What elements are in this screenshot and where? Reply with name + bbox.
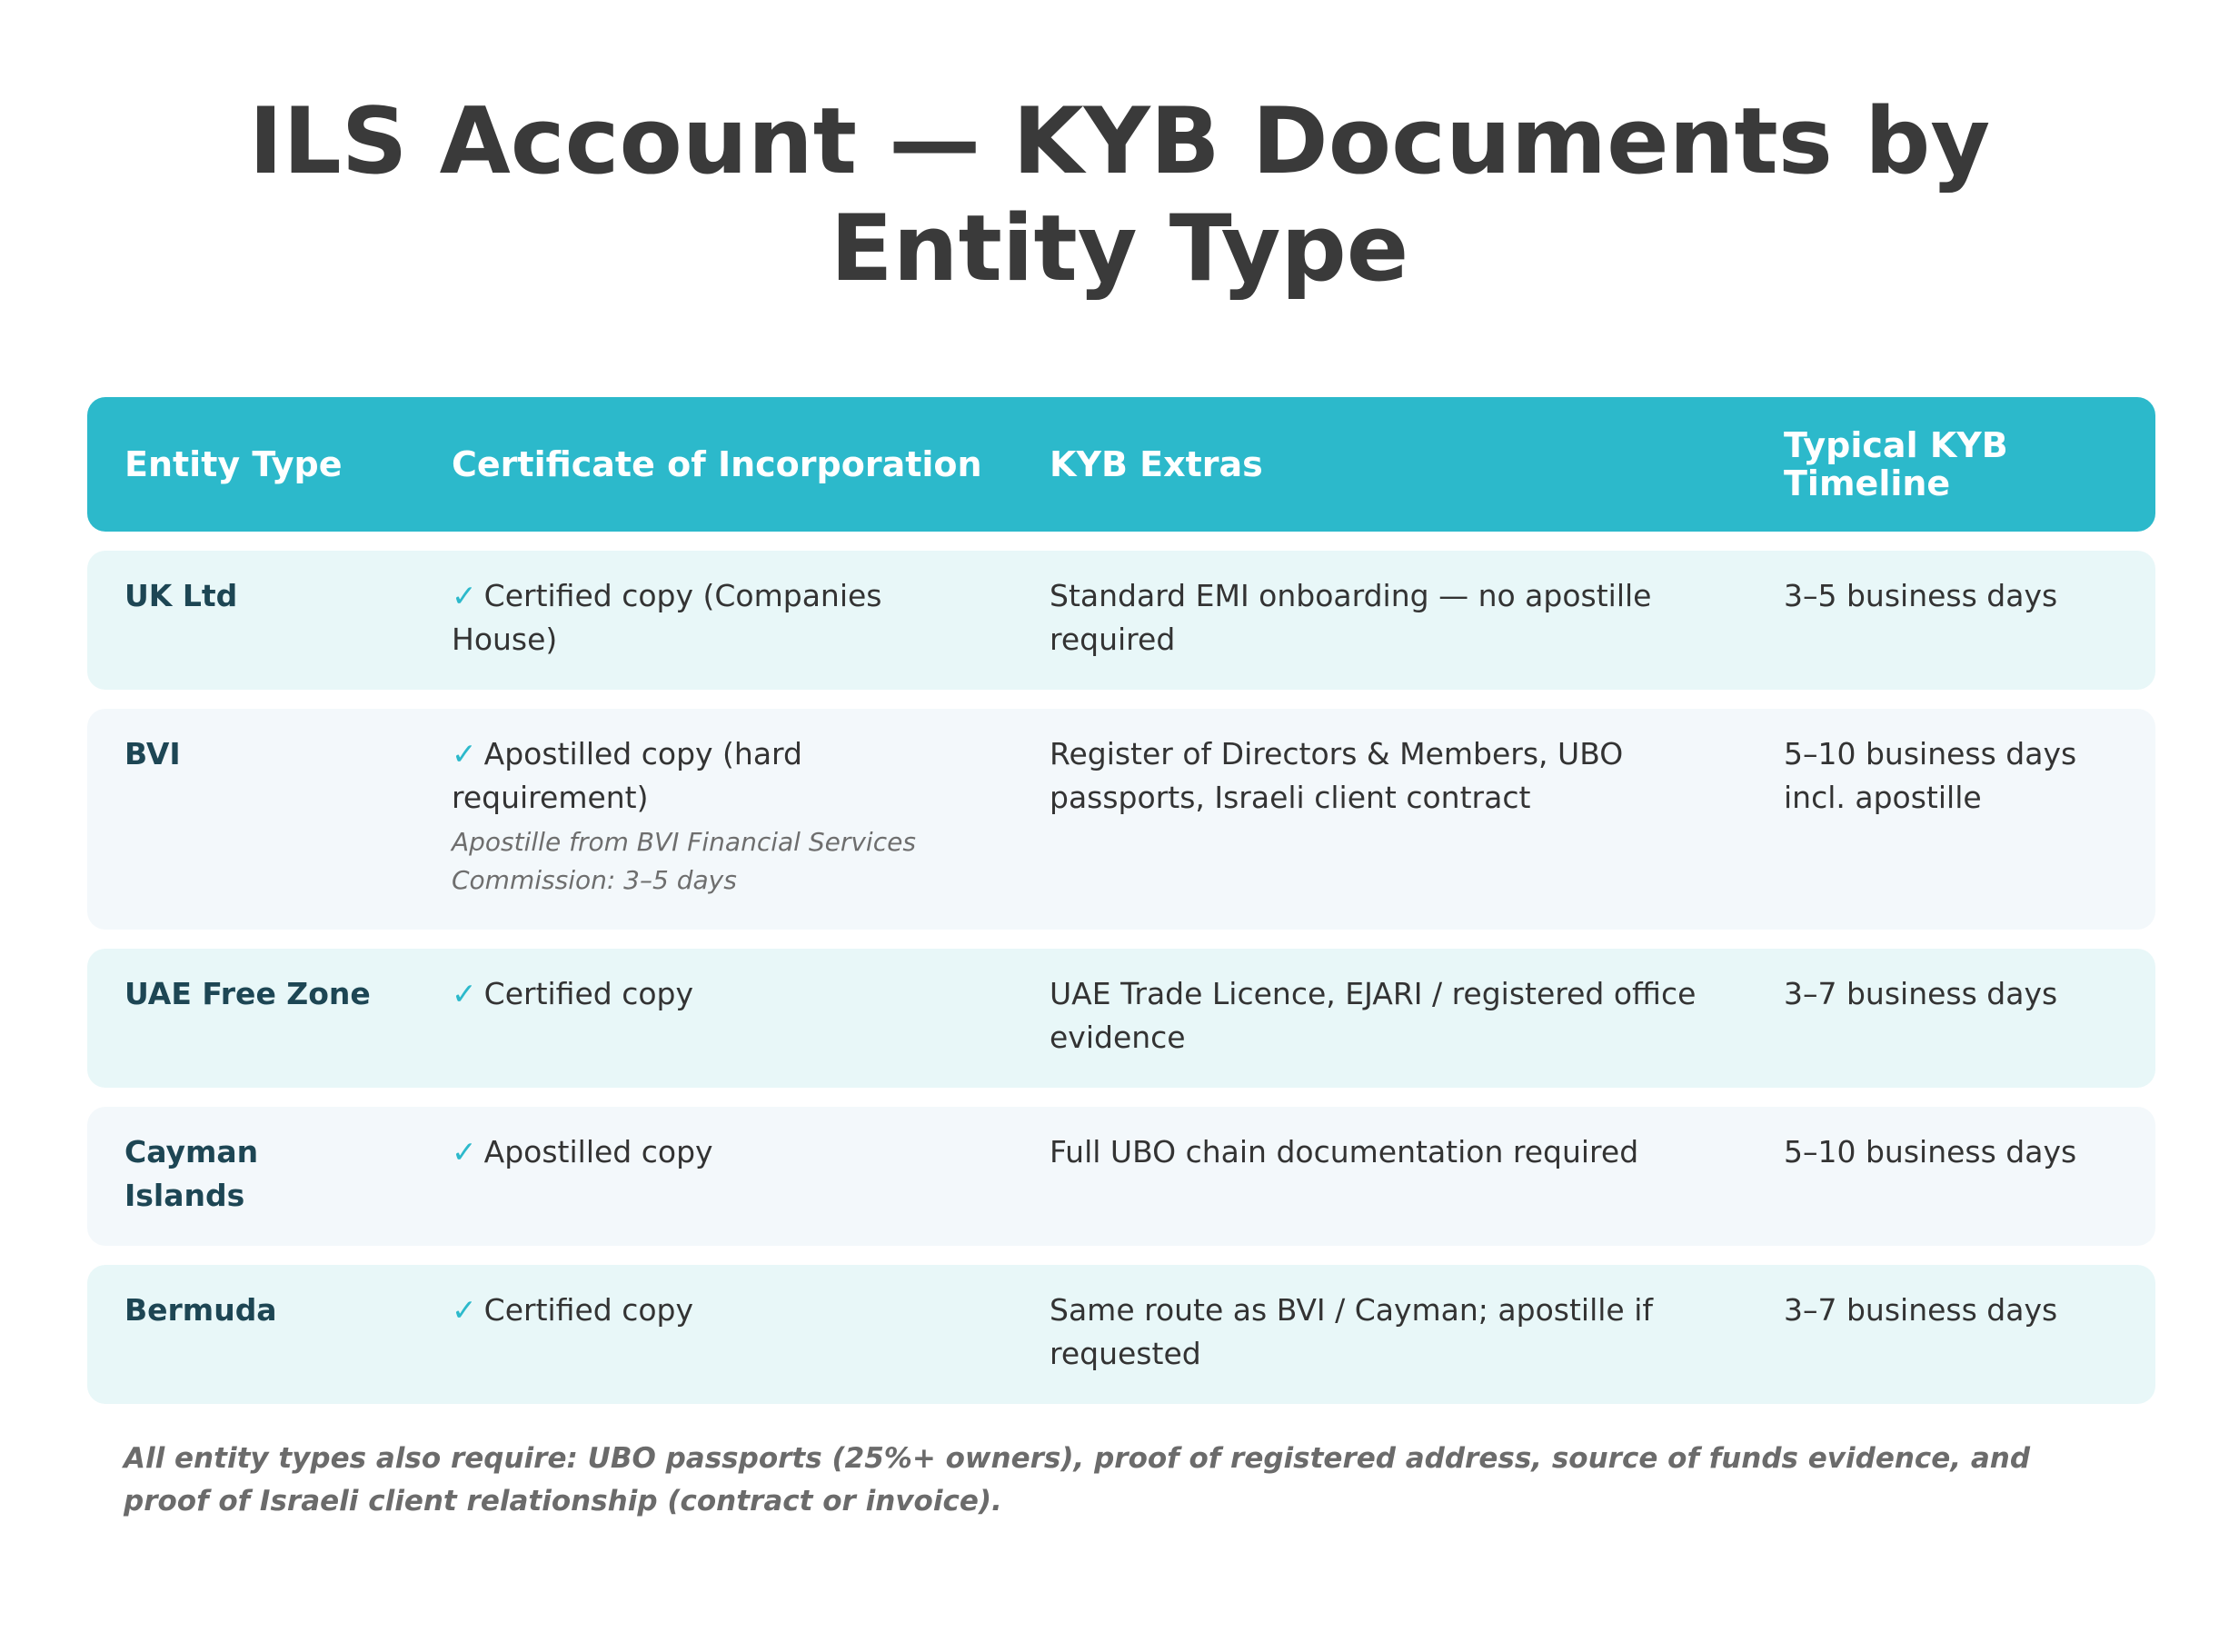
entity-type-cell: Cayman Islands — [124, 1134, 259, 1213]
table-row — [87, 709, 2155, 930]
certificate-note: Apostille from BVI Financial Services Commission: 3–5 days — [452, 827, 916, 895]
certificate-cell — [414, 574, 1012, 662]
kyb-extras-cell: Full UBO chain documentation required — [1050, 1134, 1639, 1169]
timeline-cell: 5–10 business days — [1784, 1134, 2077, 1169]
timeline-cell: 3–7 business days — [1784, 1292, 2058, 1328]
column-header-timeline: Typical KYB Timeline — [1784, 425, 2008, 503]
kyb-documents-table — [87, 397, 2155, 1404]
certificate-text: Certified copy — [483, 976, 694, 1011]
footer-note: All entity types also require: UBO passports (25%+ owners), proof of registered address, source of funds evidence, and proof of Israeli client relationship (contract or invoice). — [124, 1442, 2031, 1518]
check-icon: ✓ — [452, 578, 477, 613]
certificate-cell — [414, 1289, 1012, 1332]
entity-type-cell: UK Ltd — [124, 578, 238, 613]
certificate-text: Certified copy (Companies House) — [452, 578, 882, 657]
timeline-cell: 5–10 business days incl. apostille — [1784, 736, 2077, 815]
table-row — [87, 1265, 2155, 1404]
timeline-cell: 3–7 business days — [1784, 976, 2058, 1011]
page-title: ILS Account — KYB Documents by Entity Type — [248, 87, 1991, 302]
column-header-certificate: Certificate of Incorporation — [452, 444, 982, 484]
column-header-kyb-extras: KYB Extras — [1050, 444, 1263, 484]
certificate-cell — [414, 732, 1012, 900]
check-icon: ✓ — [452, 976, 477, 1011]
column-header-entity-type: Entity Type — [124, 444, 343, 484]
entity-type-cell: BVI — [124, 736, 181, 771]
entity-type-cell: Bermuda — [124, 1292, 277, 1328]
check-icon: ✓ — [452, 736, 477, 771]
table-row — [87, 1107, 2155, 1246]
check-icon: ✓ — [452, 1134, 477, 1169]
certificate-cell — [414, 1130, 1012, 1174]
entity-type-cell: UAE Free Zone — [124, 976, 371, 1011]
certificate-cell — [414, 972, 1012, 1016]
kyb-extras-cell: Same route as BVI / Cayman; apostille if requested — [1050, 1292, 1653, 1371]
timeline-cell: 3–5 business days — [1784, 578, 2058, 613]
kyb-extras-cell: Register of Directors & Members, UBO passports, Israeli client contract — [1050, 736, 1624, 815]
table-row — [87, 551, 2155, 690]
table-row — [87, 949, 2155, 1088]
certificate-text: Apostilled copy (hard requirement) — [452, 736, 802, 815]
kyb-extras-cell: Standard EMI onboarding — no apostille required — [1050, 578, 1652, 657]
certificate-text: Certified copy — [483, 1292, 694, 1328]
table-header — [87, 397, 2155, 532]
check-icon: ✓ — [452, 1292, 477, 1328]
certificate-text: Apostilled copy — [483, 1134, 713, 1169]
kyb-extras-cell: UAE Trade Licence, EJARI / registered office evidence — [1050, 976, 1697, 1055]
